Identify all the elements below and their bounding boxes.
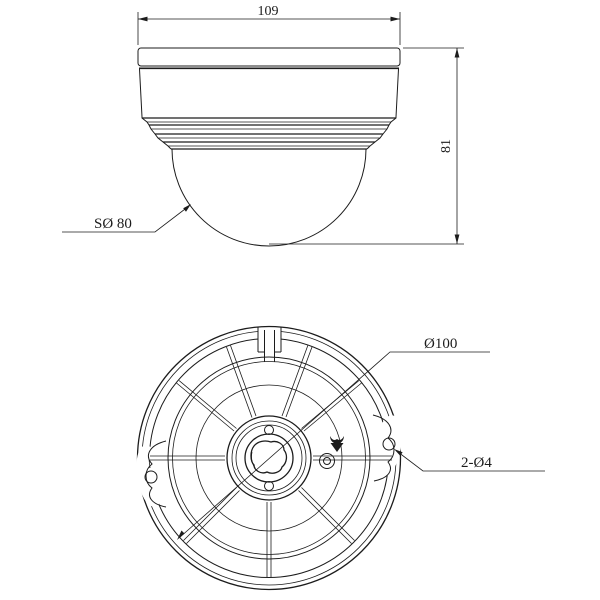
dimension-width xyxy=(138,4,400,45)
dimension-mounting-holes xyxy=(394,449,545,471)
arrowhead xyxy=(391,17,401,22)
dome-diameter-label: SØ 80 xyxy=(94,216,132,232)
arrowhead xyxy=(455,48,460,58)
base-rings xyxy=(138,327,401,590)
center-hub xyxy=(227,416,311,500)
camera-body-outline xyxy=(138,48,464,246)
bolt-circle-label: Ø100 xyxy=(424,336,458,352)
side-view xyxy=(62,4,464,246)
dimension-bolt-circle xyxy=(177,336,490,540)
dim-height-label: 81 xyxy=(439,139,454,153)
hub-hole-top xyxy=(265,426,274,435)
bottom-view xyxy=(132,327,545,590)
arrowhead xyxy=(138,17,148,22)
hub-hole-bottom xyxy=(265,482,274,491)
dim-width-label: 109 xyxy=(257,4,279,19)
arrowhead xyxy=(183,204,191,212)
rib-spokes xyxy=(150,345,392,577)
arrowhead xyxy=(455,235,460,245)
bolt-circle xyxy=(150,339,389,578)
mounting-holes-label: 2-Ø4 xyxy=(461,455,492,471)
dome-outline xyxy=(172,149,366,246)
center-opening xyxy=(251,441,286,473)
dimension-dome-sphere xyxy=(62,204,191,232)
dimension-height xyxy=(403,48,464,244)
